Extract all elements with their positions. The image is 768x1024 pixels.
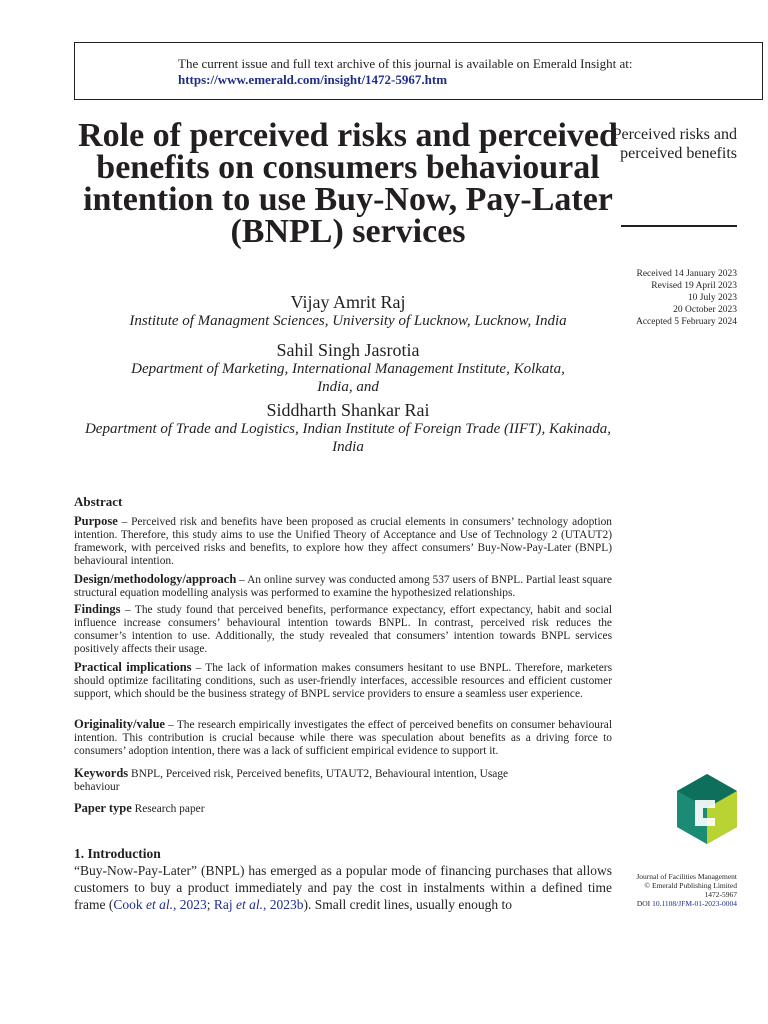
- abstract-keywords: [74, 767, 544, 794]
- practical-text: – The lack of information makes consumers hesitant to use BNPL. Therefore, marketers should optimize facilitating conditions, such as user-friendly interfaces, accessible resources and efficient customer support, which should be the business strategy of BNPL service providers to ensure a seamless user experience.: [74, 662, 613, 700]
- doi-label: DOI: [636, 899, 653, 908]
- article-title: Role of perceived risks and perceived benefits on consumers behavioural intention to use Buy-Now, Pay-Later (BNPL) services: [78, 117, 618, 250]
- running-head-rule: [621, 225, 737, 227]
- emerald-logo-icon: [677, 774, 737, 844]
- received-date: Received 14 January 2023: [636, 269, 737, 279]
- running-head: Perceived risks and perceived benefits: [612, 126, 737, 162]
- journal-url-link[interactable]: https://www.emerald.com/insight/1472-5967.htm: [178, 72, 448, 87]
- abstract-purpose: [74, 515, 612, 568]
- author-affiliation: Institute of Managment Sciences, University of Lucknow, Lucknow, India: [129, 313, 567, 329]
- doi-line: [600, 899, 737, 908]
- publisher: © Emerald Publishing Limited: [644, 881, 737, 890]
- issn: 1472-5967: [704, 890, 737, 899]
- revised-date: 10 July 2023: [687, 293, 737, 303]
- author-block: [74, 400, 622, 456]
- author-affiliation: Department of Trade and Logistics, Indian Institute of Foreign Trade (IIFT), Kakinada, India: [84, 421, 612, 455]
- doi-link[interactable]: 10.1108/JFM-01-2023-0004: [652, 899, 737, 908]
- journal-name: Journal of Facilities Management: [636, 872, 737, 881]
- intro-text: ). Small credit lines, usually enough to: [303, 897, 512, 912]
- author-name: Vijay Amrit Raj: [290, 292, 406, 312]
- citation-cook-2023[interactable]: Cook et al., 2023: [113, 897, 207, 912]
- author-affiliation: Department of Marketing, International Management Institute, Kolkata, India, and: [131, 361, 565, 395]
- author-name: Sahil Singh Jasrotia: [276, 340, 420, 360]
- abstract-practical: [74, 661, 612, 701]
- intro-text: “Buy-Now-Pay-Later” (BNPL) has emerged as a popular mode of financing purchases that allows customers to buy a product immediately and pay the cost in instalments within a defined time frame (: [74, 863, 612, 912]
- introduction-paragraph: [74, 862, 612, 913]
- journal-notice-box: [74, 42, 763, 100]
- abstract-heading: Abstract: [74, 494, 123, 509]
- citation-separator: ;: [206, 897, 214, 912]
- abstract-originality: [74, 718, 612, 758]
- author-block: [74, 292, 622, 330]
- revised-date: Revised 19 April 2023: [651, 281, 737, 291]
- abstract-paper-type: [74, 802, 612, 816]
- journal-info: [600, 872, 737, 908]
- paper-type-label: Paper type: [74, 801, 132, 815]
- notice-text: The current issue and full text archive of this journal is available on Emerald Insight at:: [178, 56, 633, 71]
- design-label: Design/methodology/approach: [74, 572, 237, 586]
- accepted-date: Accepted 5 February 2024: [635, 317, 737, 327]
- design-text: – An online survey was conducted among 537 users of BNPL. Partial least square structural equation modelling analysis was performed to examine the hypothesized relationships.: [74, 574, 612, 599]
- findings-label: Findings: [74, 602, 121, 616]
- author-name: Siddharth Shankar Rai: [266, 400, 430, 420]
- paper-type-text: Research paper: [131, 803, 205, 815]
- introduction-heading: 1. Introduction: [74, 846, 161, 861]
- findings-text: – The study found that perceived benefits, performance expectancy, effort expectancy, habit and social influence increase consumers’ behavioural intention towards BNPL. In contrast, perceived risk reduces the consumer’s intention to use. Additionally, the study revealed that consumers’ intention towards BNPL services positively affects their usage.: [74, 604, 612, 655]
- revised-date: 20 October 2023: [673, 305, 737, 315]
- originality-label: Originality/value: [74, 717, 165, 731]
- abstract-findings: [74, 603, 612, 656]
- purpose-label: Purpose: [74, 514, 118, 528]
- originality-text: – The research empirically investigates the effect of perceived benefits on consumer behavioural intention. This contribution is crucial because while there was speculation about benefits as a driving force to consumers’ adoption intention, there was a lack of sufficient empirical evidence to support it.: [74, 719, 612, 757]
- purpose-text: – Perceived risk and benefits have been proposed as crucial elements in consumers’ technology adoption intention. Therefore, this study aims to use the Unified Theory of Acceptance and Use of Technology 2 (UTAUT2) framework, with perceived risks and benefits, to explore how they affect consumers’ Buy-Now-Pay-Later (BNPL) behavioural intention.: [74, 516, 612, 567]
- citation-raj-2023b[interactable]: Raj et al., 2023b: [213, 897, 304, 912]
- keywords-text: BNPL, Perceived risk, Perceived benefits, UTAUT2, Behavioural intention, Usage behaviour: [74, 768, 509, 793]
- practical-label: Practical implications: [74, 660, 192, 674]
- author-block: [74, 340, 622, 396]
- abstract-design: [74, 573, 612, 600]
- keywords-label: Keywords: [74, 766, 129, 780]
